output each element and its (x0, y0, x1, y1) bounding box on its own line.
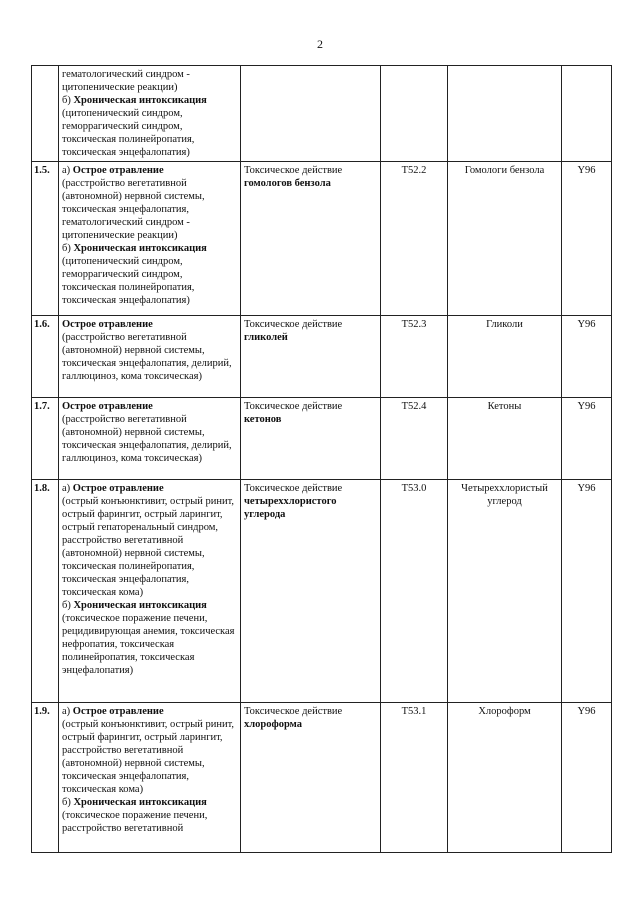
toxic-substance-name: гомологов бензола (244, 178, 331, 189)
diagnosis-block (62, 705, 237, 796)
substance: Гликоли (448, 316, 562, 398)
diagnosis-text: (расстройство вегетативной (автономной) нервной системы, токсическая энцефалопатия, делирий, галлюциноз, кома токсическая) (62, 332, 232, 382)
toxic-substance-name: четыреххлористого углерода (244, 496, 337, 520)
diagnosis-block (62, 164, 237, 242)
substance: Гомологи бензола (448, 162, 562, 316)
diagnosis-prefix: б) (62, 797, 74, 808)
diagnosis-heading: Хроническая интоксикация (73, 95, 207, 106)
diagnosis-prefix: б) (62, 95, 74, 106)
diagnosis-description (59, 66, 241, 162)
diagnosis-description (59, 703, 241, 853)
icd-code: T53.1 (381, 703, 448, 853)
diagnosis-block (62, 68, 237, 94)
item-number (32, 66, 59, 162)
toxic-effect-label: Токсическое действие (244, 706, 343, 717)
category-code: Y96 (562, 703, 612, 853)
diagnosis-block (62, 796, 237, 835)
diagnosis-heading: Острое отравление (72, 483, 164, 494)
diagnosis-description (59, 398, 241, 480)
diagnosis-block (62, 599, 237, 677)
diagnosis-text: (цитопенический синдром, геморрагический синдром, токсическая полинейропатия, токсическая энцефалопатия) (62, 256, 195, 306)
item-number: 1.6. (32, 316, 59, 398)
diagnosis-prefix: а) (62, 165, 73, 176)
diagnosis-text: (расстройство вегетативной (автономной) нервной системы, токсическая энцефалопатия, гематологический синдром - цитопенические реакции) (62, 178, 205, 241)
table-row (32, 703, 612, 853)
substance: Хлороформ (448, 703, 562, 853)
toxic-effect (241, 162, 381, 316)
item-number: 1.7. (32, 398, 59, 480)
diagnosis-description (59, 480, 241, 703)
diagnosis-description (59, 316, 241, 398)
diagnosis-text: (токсическое поражение печени, рецидивирующая анемия, токсическая нефропатия, токсическая полинейропатия, токсическая энцефалопатия) (62, 613, 235, 676)
disease-table (31, 65, 612, 853)
icd-code: T52.2 (381, 162, 448, 316)
icd-code: T53.0 (381, 480, 448, 703)
diagnosis-text: (острый конъюнктивит, острый ринит, острый фарингит, острый ларингит, расстройство вегетативной (автономной) нервной системы, токсическая энцефалопатия, токсическая кома) (62, 719, 235, 795)
table-row (32, 316, 612, 398)
substance: Кетоны (448, 398, 562, 480)
toxic-effect-label: Токсическое действие (244, 483, 343, 494)
page-number: 2 (317, 37, 323, 51)
toxic-effect (241, 703, 381, 853)
table-row (32, 480, 612, 703)
table-row (32, 162, 612, 316)
diagnosis-block (62, 94, 237, 159)
toxic-effect-label: Токсическое действие (244, 165, 343, 176)
category-code (562, 66, 612, 162)
diagnosis-text: (расстройство вегетативной (автономной) нервной системы, токсическая энцефалопатия, делирий, галлюциноз, кома токсическая) (62, 414, 232, 464)
substance (448, 66, 562, 162)
toxic-effect (241, 480, 381, 703)
diagnosis-prefix: б) (62, 600, 74, 611)
item-number: 1.5. (32, 162, 59, 316)
diagnosis-text: (цитопенический синдром, геморрагический синдром, токсическая полинейропатия, токсическая энцефалопатия) (62, 108, 195, 158)
diagnosis-heading: Острое отравление (62, 401, 153, 412)
icd-code (381, 66, 448, 162)
toxic-effect-label: Токсическое действие (244, 401, 343, 412)
toxic-effect (241, 398, 381, 480)
toxic-substance-name: хлороформа (244, 719, 303, 730)
diagnosis-text: гематологический синдром - цитопенические реакции) (62, 69, 190, 93)
item-number: 1.9. (32, 703, 59, 853)
item-number: 1.8. (32, 480, 59, 703)
diagnosis-heading: Хроническая интоксикация (73, 600, 207, 611)
icd-code: T52.4 (381, 398, 448, 480)
diagnosis-prefix: а) (62, 483, 73, 494)
diagnosis-block (62, 482, 237, 599)
diagnosis-heading: Острое отравление (72, 706, 164, 717)
diagnosis-prefix: б) (62, 243, 74, 254)
toxic-substance-name: кетонов (244, 414, 282, 425)
diagnosis-heading: Острое отравление (62, 319, 153, 330)
category-code: Y96 (562, 480, 612, 703)
table-row (32, 66, 612, 162)
category-code: Y96 (562, 398, 612, 480)
toxic-effect (241, 66, 381, 162)
toxic-effect (241, 316, 381, 398)
table-body (32, 66, 612, 853)
table-row (32, 398, 612, 480)
substance: Четыреххлористый углерод (448, 480, 562, 703)
diagnosis-heading: Хроническая интоксикация (73, 797, 207, 808)
diagnosis-block (62, 400, 237, 465)
toxic-effect-label: Токсическое действие (244, 319, 343, 330)
category-code: Y96 (562, 316, 612, 398)
diagnosis-heading: Острое отравление (72, 165, 164, 176)
diagnosis-block (62, 318, 237, 383)
diagnosis-text: (острый конъюнктивит, острый ринит, острый фарингит, острый ларингит, острый гепаторенальный синдром, расстройство вегетативной (автономной) нервной системы, токсическая полинейропатия, токсическая энцефалопатия, токсическая кома) (62, 496, 235, 598)
diagnosis-block (62, 242, 237, 307)
diagnosis-text: (токсическое поражение печени, расстройство вегетативной (62, 810, 208, 834)
diagnosis-heading: Хроническая интоксикация (73, 243, 207, 254)
category-code: Y96 (562, 162, 612, 316)
diagnosis-description (59, 162, 241, 316)
toxic-substance-name: гликолей (244, 332, 288, 343)
icd-code: T52.3 (381, 316, 448, 398)
diagnosis-prefix: а) (62, 706, 73, 717)
